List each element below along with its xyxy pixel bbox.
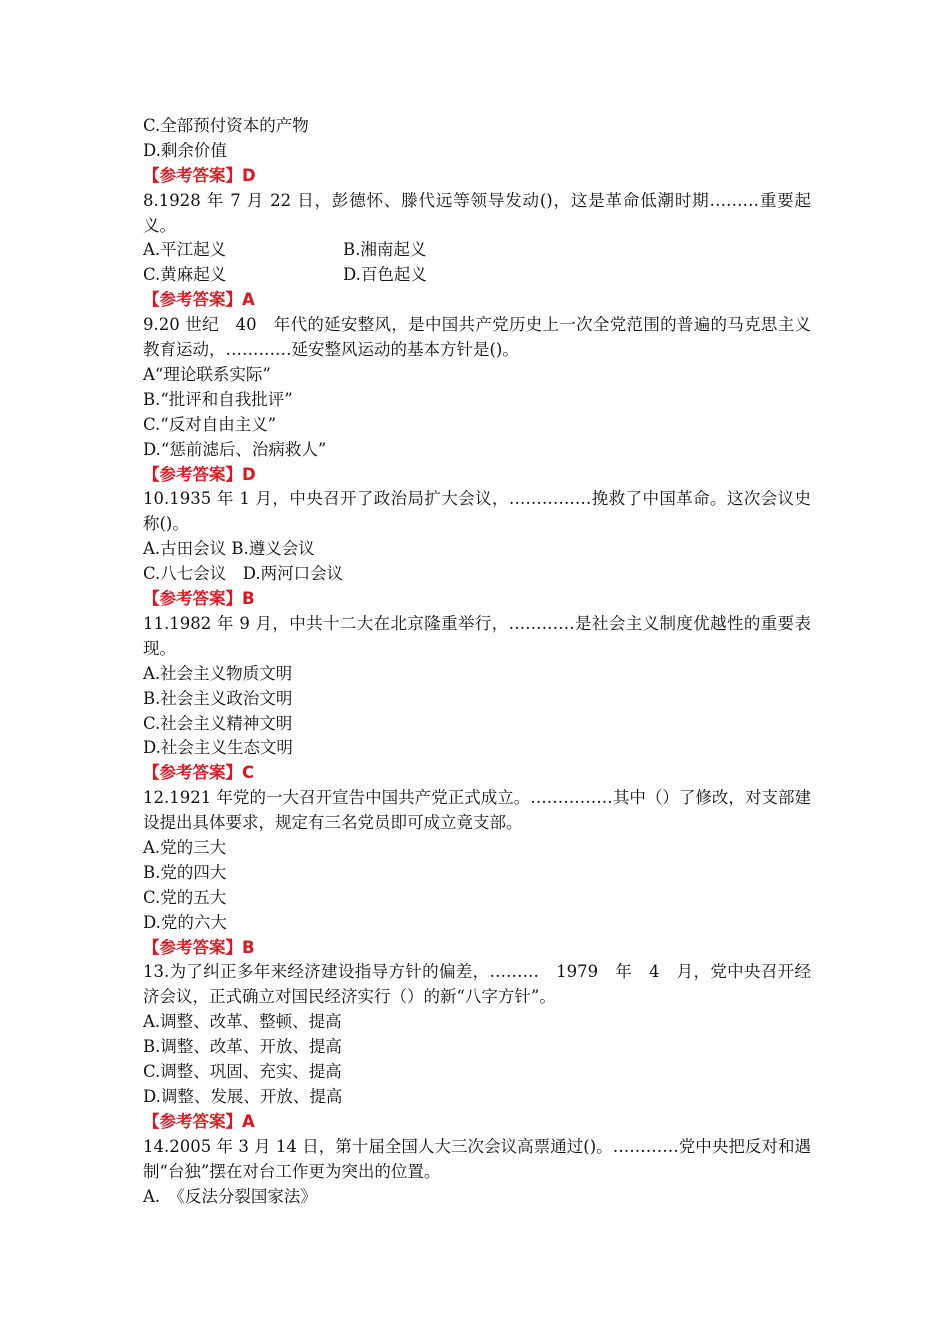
option-text: C.八七会议 D.两河口会议 — [143, 564, 344, 584]
option-text: D.“惩前滤后、治病救人” — [143, 439, 327, 459]
reference-answer: 【参考答案】A — [143, 290, 255, 310]
options-row — [143, 238, 811, 263]
question-10: 10.1935 年 1 月，中央召开了政治局扩大会议，……………挽救了中国革命。这次会议史称()。 — [143, 489, 811, 534]
option-text: D.社会主义生态文明 — [143, 738, 293, 758]
option-text: C.黄麻起义 — [143, 265, 227, 285]
option-text: D.百色起义 — [343, 265, 427, 285]
option-text: D.调整、发展、开放、提高 — [143, 1086, 343, 1106]
question-13: 13.为了纠正多年来经济建设指导方针的偏差，……… 1979 年 4 月，党中央召开经济会议，正式确立对国民经济实行（）的新“八字方针”。 — [143, 962, 811, 1007]
reference-answer: 【参考答案】C — [143, 763, 255, 783]
option-text: A.平江起义 — [143, 240, 227, 260]
option-text: C.调整、巩固、充实、提高 — [143, 1062, 342, 1082]
document-page — [143, 114, 811, 1209]
option-text: C.全部预付资本的产物 — [143, 116, 309, 135]
option-text: A“理论联系实际” — [143, 364, 271, 384]
option-text: B.“批评和自我批评” — [143, 389, 293, 409]
question-12: 12.1921 年党的一大召开宣告中国共产党正式成立。……………其中（）了修改，对支部建设提出具体要求，规定有三名党员即可成立竟支部。 — [143, 788, 811, 833]
question-11: 11.1982 年 9 月，中共十二大在北京隆重举行，…………是社会主义制度优越性的重要表现。 — [143, 613, 811, 658]
option-text: A. 《反法分裂国家法》 — [143, 1186, 317, 1206]
option-text: C.社会主义精神文明 — [143, 713, 293, 733]
reference-answer: 【参考答案】D — [143, 464, 256, 484]
option-text: A.古田会议 B.遵义会议 — [143, 539, 315, 559]
option-text: A.调整、改革、整顿、提高 — [143, 1012, 342, 1032]
option-text: B.湘南起义 — [343, 240, 427, 260]
option-text: C.“反对自由主义” — [143, 414, 277, 434]
option-text: C.党的五大 — [143, 887, 227, 907]
reference-answer: 【参考答案】D — [143, 165, 256, 185]
options-row — [143, 263, 811, 288]
option-text: B.社会主义政治文明 — [143, 688, 293, 708]
question-8: 8.1928 年 7 月 22 日，彭德怀、滕代远等领导发动()，这是革命低潮时期………重要起义。 — [143, 190, 811, 235]
option-text: D.党的六大 — [143, 912, 227, 932]
option-text: A.党的三大 — [143, 837, 227, 857]
option-text: A.社会主义物质文明 — [143, 663, 293, 683]
option-text: D.剩余价值 — [143, 140, 227, 160]
question-9: 9.20 世纪 40 年代的延安整风，是中国共产党历史上一次全党范围的普遍的马克思主义教育运动，…………延安整风运动的基本方针是()。 — [143, 315, 811, 360]
option-text: B.调整、改革、开放、提高 — [143, 1037, 342, 1057]
option-text: B.党的四大 — [143, 862, 227, 882]
reference-answer: 【参考答案】A — [143, 1111, 255, 1131]
reference-answer: 【参考答案】B — [143, 589, 255, 609]
question-14: 14.2005 年 3 月 14 日，第十届全国人大三次会议高票通过()。…………党中央把反对和遇制“台独”摆在对台工作更为突出的位置。 — [143, 1136, 811, 1181]
reference-answer: 【参考答案】B — [143, 937, 255, 957]
